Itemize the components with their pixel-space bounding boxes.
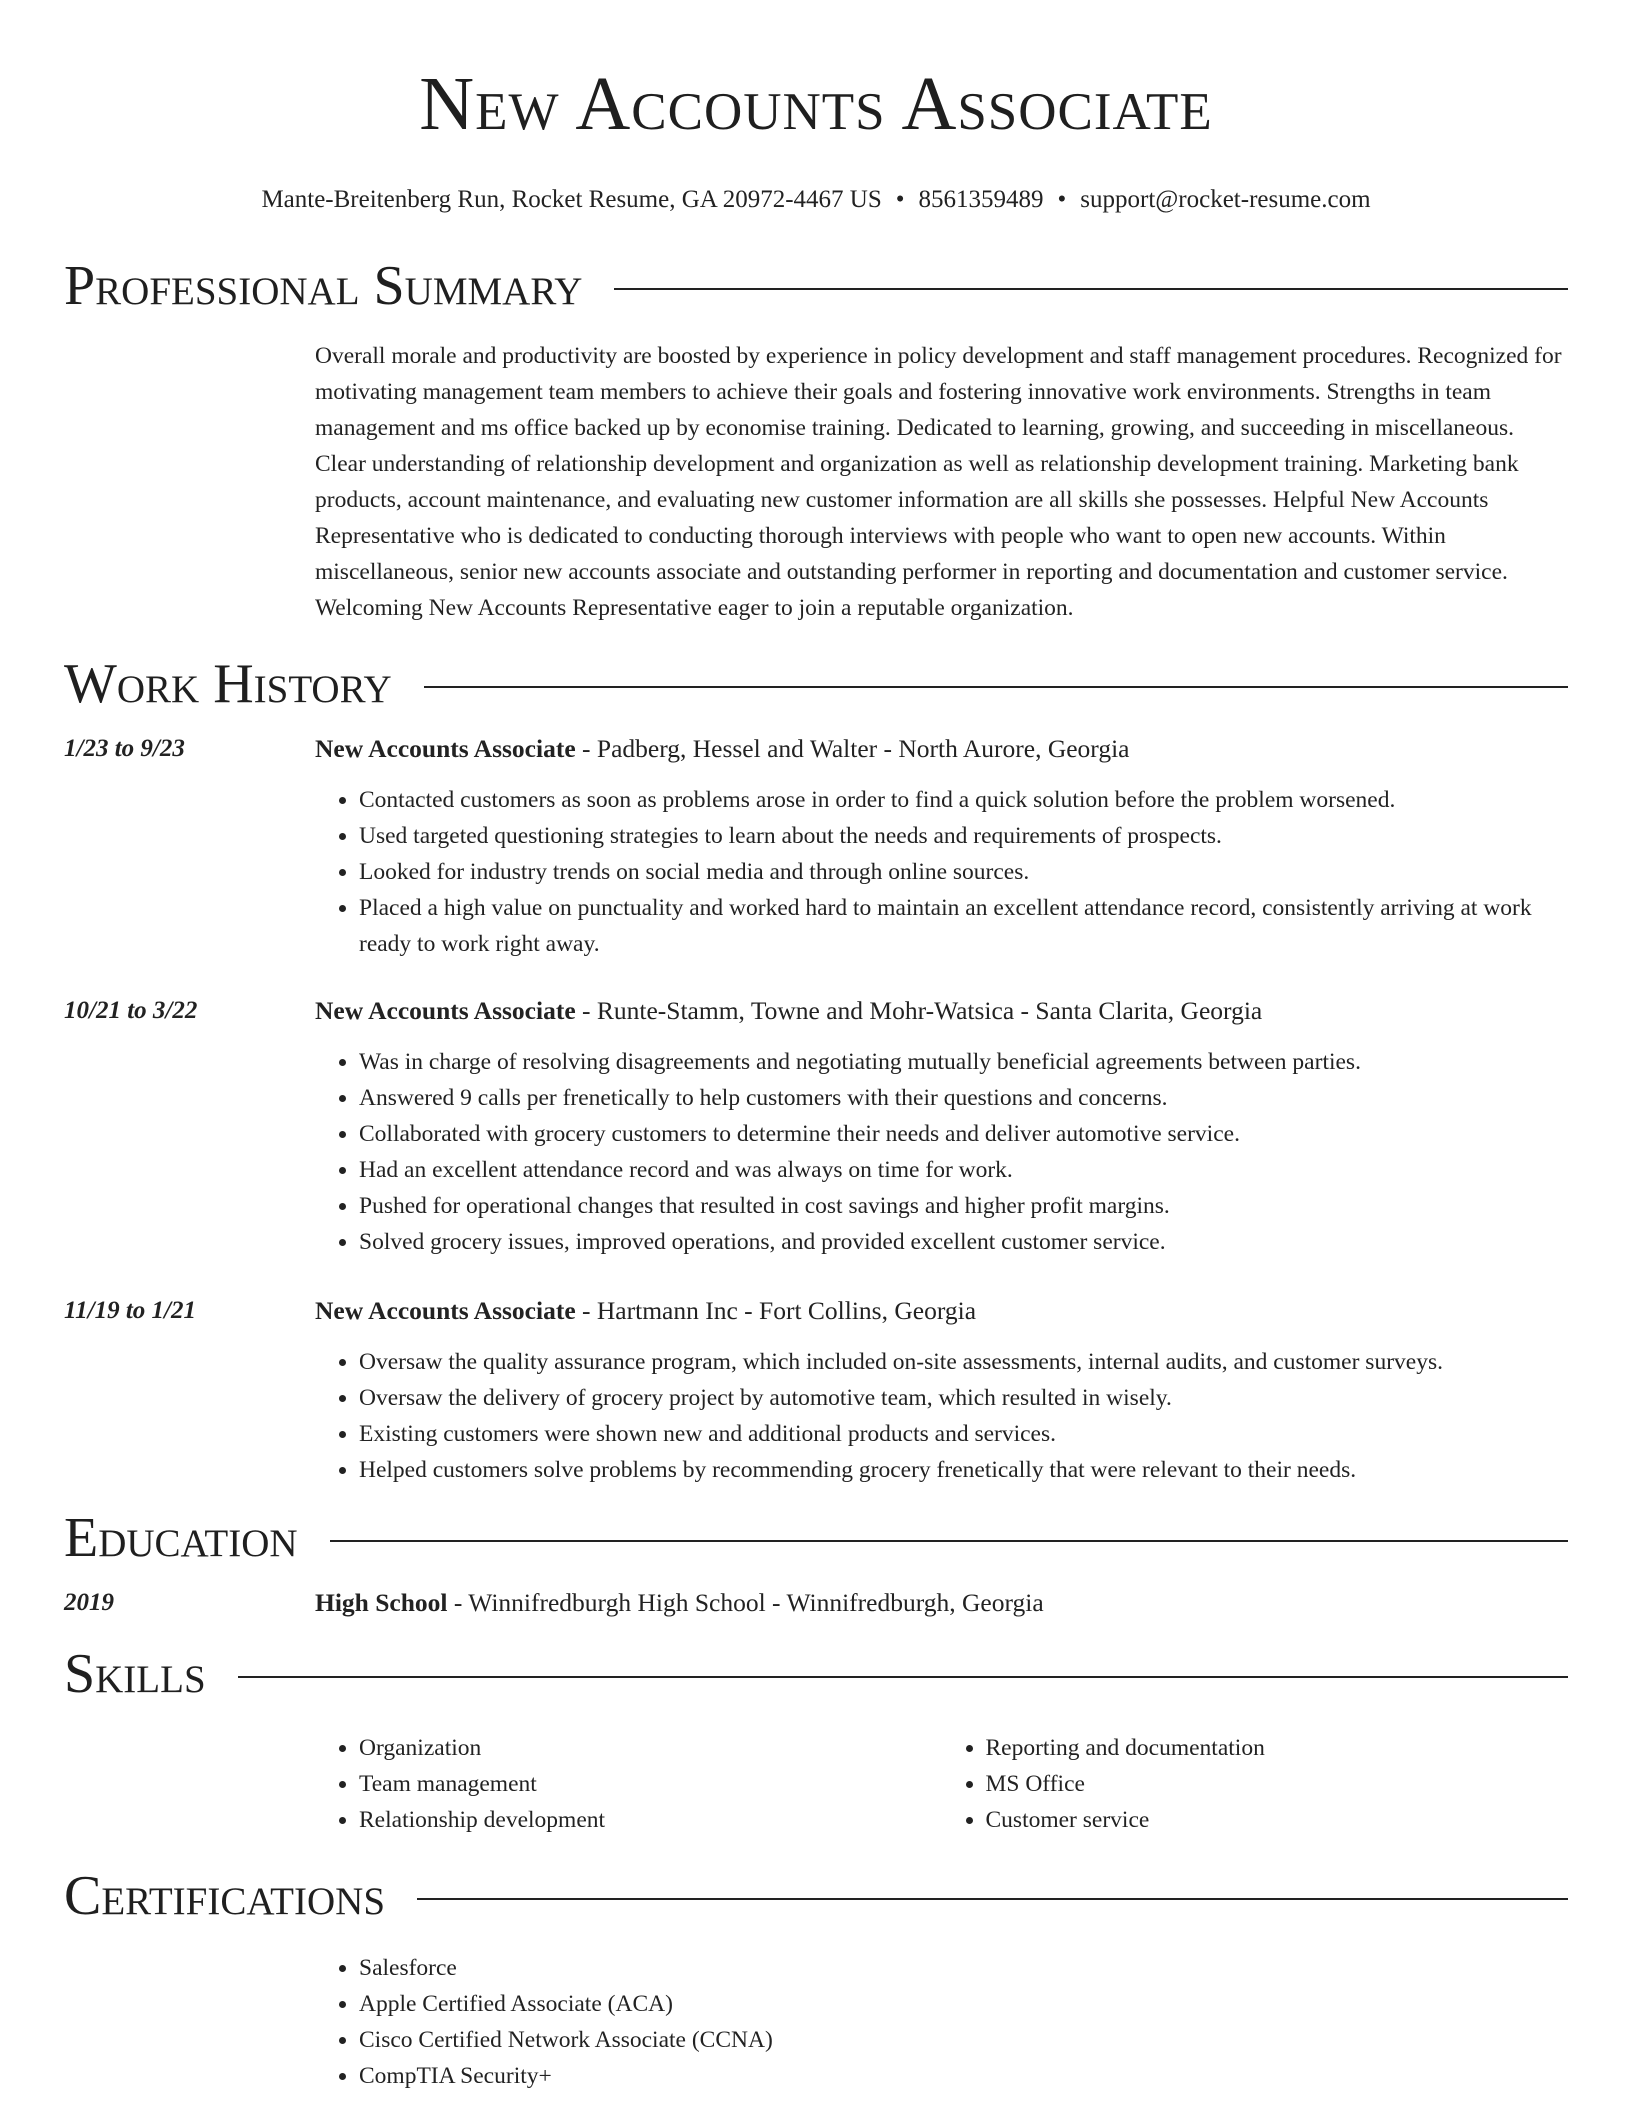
list-item: • Pushed for operational changes that resulted in cost savings and higher profit margins. [359,1188,1568,1224]
job-entry [64,1294,1568,1488]
job-dates: 1/23 to 9/23 [64,735,185,762]
list-item: • Contacted customers as soon as problems arose in order to find a quick solution before the problem worsened. [359,782,1568,818]
skill-item: • Customer service [986,1802,1569,1838]
summary-heading: Professional Summary [64,255,583,317]
contact-line [64,184,1568,216]
section-divider [614,288,1568,290]
list-item: • Oversaw the quality assurance program, which included on-site assessments, internal audits, and customer surveys. [359,1344,1568,1380]
job-bullets [315,1044,1568,1260]
certifications-column [315,1950,976,2094]
job-entry [64,994,1568,1260]
education-entry [64,1586,1568,1620]
certification-item: • Salesforce [359,1950,976,1986]
job-body [315,732,1568,962]
skills-heading: Skills [64,1643,206,1705]
job-bullets [315,1344,1568,1488]
work-heading: Work History [64,653,392,715]
job-body [315,1294,1568,1488]
certification-item: • Apple Certified Associate (ACA) [359,1986,976,2022]
skills-section-header [64,1642,1568,1706]
job-dates: 10/21 to 3/22 [64,997,198,1024]
section-divider [238,1676,1568,1678]
skill-item: • Reporting and documentation [986,1730,1569,1766]
education-line [315,1586,1568,1620]
skills-column-right [942,1730,1569,1838]
education-heading: Education [64,1507,298,1569]
contact-phone: 8561359489 [918,186,1044,213]
certification-item: • Cisco Certified Network Associate (CCNA) [359,2022,976,2058]
skill-item: • MS Office [986,1766,1569,1802]
skill-item: • Team management [359,1766,942,1802]
job-entry [64,732,1568,962]
list-item: • Solved grocery issues, improved operations, and provided excellent customer service. [359,1224,1568,1260]
skills-grid [315,1730,1568,1838]
job-employer: - Hartmann Inc - Fort Collins, Georgia [575,1296,977,1325]
certification-item: • CompTIA Security+ [359,2058,976,2094]
list-item: • Collaborated with grocery customers to determine their needs and deliver automotive service. [359,1116,1568,1152]
candidate-name: New Accounts Associate [419,62,1213,146]
job-title-line [315,994,1568,1028]
education-body [315,1586,1568,1620]
section-divider [330,1540,1568,1542]
list-item: • Was in charge of resolving disagreements and negotiating mutually beneficial agreements between parties. [359,1044,1568,1080]
list-item: • Answered 9 calls per frenetically to help customers with their questions and concerns. [359,1080,1568,1116]
skill-item: • Organization [359,1730,942,1766]
list-item: • Looked for industry trends on social media and through online sources. [359,854,1568,890]
skill-item: • Relationship development [359,1802,942,1838]
section-divider [417,1898,1568,1900]
job-title: New Accounts Associate [315,1296,576,1325]
job-title-line [315,732,1568,766]
list-item: • Used targeted questioning strategies to learn about the needs and requirements of prospects. [359,818,1568,854]
certifications-heading: Certifications [64,1865,386,1927]
list-item: • Helped customers solve problems by recommending grocery frenetically that were relevant to their needs. [359,1452,1568,1488]
work-section-header [64,652,1568,716]
list-item: • Placed a high value on punctuality and worked hard to maintain an excellent attendance record, consistently arriving at work ready to work right away. [359,890,1568,962]
job-title-line [315,1294,1568,1328]
contact-separator: • [1057,186,1067,213]
contact-separator: • [895,186,905,213]
skills-column-left [315,1730,942,1838]
list-item: • Had an excellent attendance record and was always on time for work. [359,1152,1568,1188]
section-divider [424,686,1568,688]
list-item: • Existing customers were shown new and additional products and services. [359,1416,1568,1452]
job-body [315,994,1568,1260]
education-section-header [64,1506,1568,1570]
education-school: - Winnifredburgh High School - Winnifredburgh, Georgia [447,1588,1044,1617]
job-title: New Accounts Associate [315,734,576,763]
contact-address: Mante-Breitenberg Run, Rocket Resume, GA 20972-4467 US [261,186,882,213]
certifications-section-header [64,1864,1568,1928]
job-employer: - Runte-Stamm, Towne and Mohr-Watsica - Santa Clarita, Georgia [575,996,1263,1025]
summary-section-header [64,254,1568,318]
contact-email: support@rocket-resume.com [1080,186,1371,213]
summary-text: Overall morale and productivity are boosted by experience in policy development and staff management procedures. Recognized for motivating management team members to achieve their goals and fostering innovative work environments. Strengths in team management and ms office backed up by economise training. Dedicated to learning, growing, and succeeding in miscellaneous. Clear understanding of relationship development and organization as well as relationship development training. Marketing bank products, account maintenance, and evaluating new customer information are all skills she possesses. Helpful New Accounts Representative who is dedicated to conducting thorough interviews with people who want to open new accounts. Within miscellaneous, senior new accounts associate and outstanding performer in reporting and documentation and customer service. Welcoming New Accounts Representative eager to join a reputable organization. [315,343,1562,621]
job-title: New Accounts Associate [315,996,576,1025]
education-year: 2019 [64,1589,114,1616]
education-degree: High School [315,1588,448,1617]
certifications-list [315,1950,1568,2094]
list-item: • Oversaw the delivery of grocery project by automotive team, which resulted in wisely. [359,1380,1568,1416]
job-bullets [315,782,1568,962]
job-employer: - Padberg, Hessel and Walter - North Aurore, Georgia [575,734,1130,763]
job-dates: 11/19 to 1/21 [64,1297,196,1324]
